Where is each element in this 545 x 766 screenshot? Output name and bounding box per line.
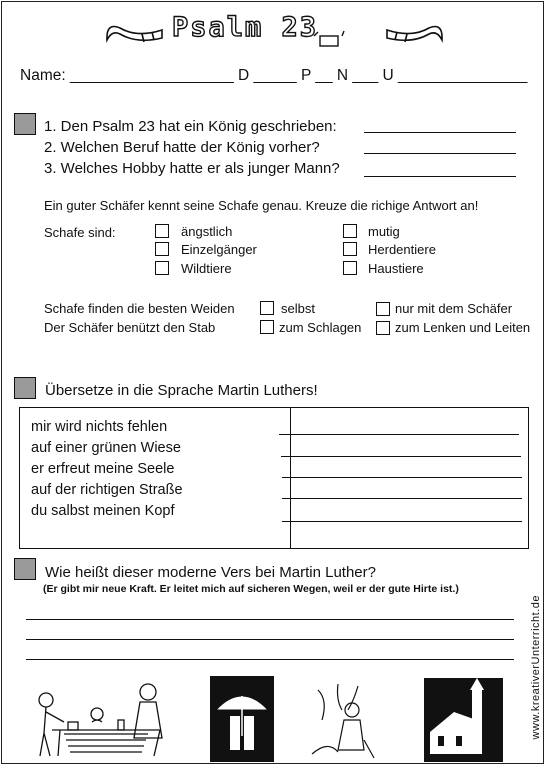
- instruction-text: Ein guter Schäfer kennt seine Schafe genau. Kreuze die richige Antwort an!: [44, 198, 479, 213]
- section-marker: [14, 558, 36, 580]
- translation-table: [19, 407, 529, 549]
- section-marker: [14, 377, 36, 399]
- umbrella-couple-illustration: [210, 676, 274, 762]
- checkbox-haustiere[interactable]: [343, 261, 357, 275]
- checkbox-wildtiere[interactable]: [155, 261, 169, 275]
- statement-2: Der Schäfer benützt den Stab: [44, 320, 216, 335]
- church-photo: [424, 678, 503, 762]
- answer-line[interactable]: [26, 619, 514, 620]
- worksheet: [1, 1, 544, 764]
- question-1: 1. Den Psalm 23 hat ein König geschrieben:: [44, 118, 337, 135]
- phrase: auf der richtigen Straße: [31, 482, 183, 498]
- modern-verse: (Er gibt mir neue Kraft. Er leitet mich auf sicheren Wegen, weil er der gute Hirte ist.): [43, 583, 459, 595]
- checkbox-selbst[interactable]: [260, 301, 274, 315]
- phrase: er erfreut meine Seele: [31, 461, 175, 477]
- option-label: Einzelgänger: [181, 242, 257, 257]
- table-divider: [290, 408, 291, 548]
- answer-line-1[interactable]: [364, 132, 516, 133]
- question-3: 3. Welches Hobby hatte er als junger Mann?: [44, 160, 340, 177]
- question-2: 2. Welchen Beruf hatte der König vorher?: [44, 139, 320, 156]
- option-label: zum Schlagen: [279, 320, 362, 335]
- translation-line[interactable]: [279, 434, 519, 435]
- checkbox-mutig[interactable]: [343, 224, 357, 238]
- option-label: mutig: [368, 224, 400, 239]
- phrase: mir wird nichts fehlen: [31, 419, 168, 435]
- option-label: Haustiere: [368, 261, 424, 276]
- option-label: ängstlich: [181, 224, 233, 239]
- section-marker: [14, 113, 36, 135]
- checkbox-zum-schlagen[interactable]: [260, 320, 274, 334]
- section-title-verse: Wie heißt dieser moderne Vers bei Martin Luther?: [45, 564, 376, 581]
- phrase: auf einer grünen Wiese: [31, 440, 181, 456]
- checkbox-aengstlich[interactable]: [155, 224, 169, 238]
- checkbox-zum-lenken[interactable]: [376, 321, 390, 335]
- option-label: Herdentiere: [368, 242, 436, 257]
- answer-line[interactable]: [26, 639, 514, 640]
- answer-line-3[interactable]: [364, 176, 516, 177]
- goat-doodle: [314, 31, 344, 46]
- answer-line[interactable]: [26, 659, 514, 660]
- answer-line-2[interactable]: [364, 153, 516, 154]
- page-title: Psalm 23: [172, 12, 319, 43]
- translation-line[interactable]: [282, 521, 522, 522]
- section-title-translate: Übersetze in die Sprache Martin Luthers!: [45, 382, 318, 399]
- shepherd-tree-illustration: [308, 680, 378, 760]
- phrase: du salbst meinen Kopf: [31, 503, 175, 519]
- option-label: Wildtiere: [181, 261, 232, 276]
- shofar-horn-icon: [387, 27, 442, 43]
- translation-line[interactable]: [282, 498, 522, 499]
- translation-line[interactable]: [281, 456, 521, 457]
- family-table-illustration: [30, 678, 172, 758]
- option-label: selbst: [281, 301, 315, 316]
- option-label: nur mit dem Schäfer: [395, 301, 513, 316]
- checkbox-nur-mit-schaefer[interactable]: [376, 302, 390, 316]
- checkbox-herdentiere[interactable]: [343, 242, 357, 256]
- prompt-label: Schafe sind:: [44, 225, 116, 240]
- translation-line[interactable]: [282, 477, 522, 478]
- website-credit: www.kreativerUnterricht.de: [530, 595, 542, 740]
- phrase-list: [31, 417, 183, 522]
- checkbox-einzelgaenger[interactable]: [155, 242, 169, 256]
- option-label: zum Lenken und Leiten: [395, 320, 531, 335]
- name-row: Name: ___________________ D _____ P __ N ___ U _______________: [20, 67, 528, 84]
- statement-1: Schafe finden die besten Weiden: [44, 301, 235, 316]
- shofar-horn-icon: [107, 27, 162, 43]
